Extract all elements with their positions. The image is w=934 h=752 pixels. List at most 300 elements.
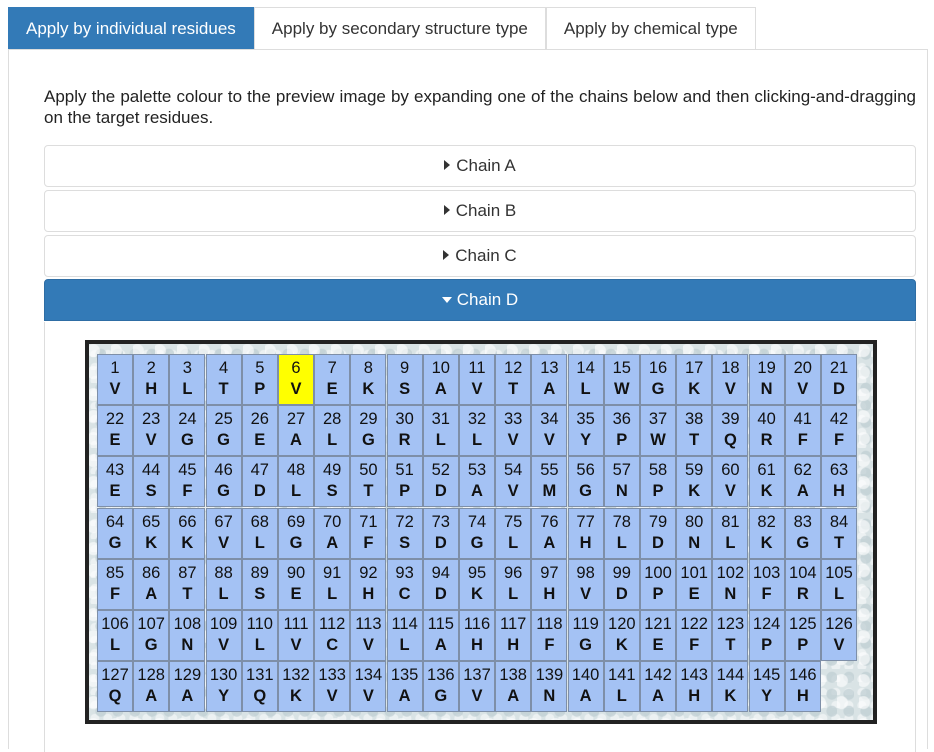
residue-cell[interactable] [423,559,459,610]
residue-letter: A [326,533,339,552]
chain-a-header[interactable] [44,145,916,187]
residue-cell[interactable] [676,354,712,405]
residue-cell[interactable] [169,610,205,661]
residue-number: 143 [680,666,708,685]
chain-a-label: Chain A [456,156,516,175]
residue-letter: N [724,584,737,603]
residue-number: 91 [323,563,342,582]
residue-number: 12 [504,359,523,377]
residue-cell[interactable] [495,405,531,456]
residue-cell[interactable] [387,610,423,661]
residue-letter: G [579,636,593,654]
residue-letter: P [399,482,411,501]
residue-cell[interactable] [640,405,676,456]
residue-cell[interactable] [169,508,205,559]
residue-cell[interactable] [423,405,459,456]
residue-cell[interactable] [350,354,386,405]
residue-number: 100 [644,563,672,582]
residue-cell[interactable] [314,661,350,712]
residue-number: 111 [283,615,309,633]
residue-letter: K [290,687,302,706]
residue-letter: V [471,687,483,706]
residue-cell[interactable] [133,661,169,712]
residue-cell[interactable] [712,354,748,405]
residue-number: 61 [757,461,776,480]
residue-number: 13 [540,359,559,377]
residue-cell[interactable] [459,508,495,559]
residue-letter: V [833,636,845,654]
residue-number: 85 [105,563,125,582]
residue-cell[interactable] [785,559,821,610]
residue-cell[interactable] [169,405,205,456]
residue-letter: F [689,636,700,654]
residue-cell[interactable] [206,661,242,712]
residue-letter: S [254,584,266,603]
residue-cell[interactable] [97,559,133,610]
residue-cell[interactable] [495,610,531,661]
residue-cell[interactable] [676,610,712,661]
residue-letter: V [218,533,230,552]
residue-cell[interactable] [821,456,857,507]
residue-letter: L [254,533,265,552]
residue-letter: G [651,380,665,398]
residue-number: 99 [612,563,631,582]
residue-letter: E [290,584,302,603]
residue-cell[interactable] [821,559,857,610]
residue-cell[interactable] [749,610,785,661]
residue-cell[interactable] [242,456,278,507]
residue-number: 93 [395,563,414,582]
residue-cell[interactable] [423,508,459,559]
residue-cell[interactable] [712,456,748,507]
residue-letter: V [362,687,374,706]
residue-cell[interactable] [495,508,531,559]
residue-cell[interactable] [604,456,640,507]
residue-cell[interactable] [676,559,712,610]
residue-cell[interactable] [350,661,386,712]
residue-cell[interactable] [314,354,350,405]
residue-number: 70 [323,512,342,531]
residue-letter: G [289,533,303,552]
residue-letter: D [434,584,447,603]
residue-letter: W [650,431,666,450]
residue-cell[interactable] [568,354,604,405]
residue-cell[interactable] [133,508,169,559]
residue-number: 101 [680,563,708,582]
residue-cell[interactable] [459,354,495,405]
residue-number: 10 [431,359,450,377]
residue-letter: P [254,380,266,398]
chain-c-label: Chain C [455,246,517,265]
residue-letter: S [326,482,338,501]
residue-letter: L [616,687,627,706]
residue-cell[interactable] [785,610,821,661]
residue-number: 108 [173,615,202,633]
residue-cell[interactable] [387,661,423,712]
residue-cell[interactable] [314,456,350,507]
residue-cell[interactable] [568,661,604,712]
residue-letter: Y [218,687,230,706]
residue-cell[interactable] [459,661,495,712]
residue-cell[interactable] [350,508,386,559]
residue-cell[interactable] [749,559,785,610]
residue-letter: A [796,482,809,501]
residue-cell[interactable] [278,559,314,610]
residue-cell[interactable] [387,559,423,610]
residue-number: 20 [793,359,812,377]
residue-number: 116 [463,615,491,633]
residue-letter: G [180,431,194,450]
residue-letter: N [688,533,701,552]
residue-letter: T [833,533,845,552]
residue-cell[interactable] [712,559,748,610]
tab-chemical-type[interactable]: Apply by chemical type [546,7,756,49]
residue-letter: L [435,431,446,450]
residue-number: 58 [648,461,668,480]
residue-cell[interactable] [169,456,205,507]
residue-number: 24 [178,410,197,429]
residue-number: 42 [829,410,849,429]
residue-number: 115 [427,615,454,633]
residue-letter: T [725,636,736,654]
residue-cell[interactable] [749,661,785,712]
residue-letter: A [652,687,664,706]
residue-cell[interactable] [785,508,821,559]
instructions-text: Apply the palette colour to the preview image by expanding one of the chains below and then clicking-and-dragging on the target residues. [44,87,916,127]
residue-cell[interactable] [531,456,567,507]
residue-number: 82 [757,512,776,531]
tab-secondary-structure-type[interactable]: Apply by secondary structure type [254,7,546,49]
residue-number: 62 [793,461,812,480]
residue-number: 21 [829,359,849,377]
residue-letter: L [182,380,193,398]
residue-cell[interactable] [531,508,567,559]
chain-b-header[interactable] [44,190,916,232]
residue-cell[interactable] [387,456,423,507]
residue-cell[interactable] [350,559,386,610]
residue-letter: H [579,533,592,552]
residue-cell[interactable] [568,610,604,661]
residue-number: 49 [323,461,342,480]
residue-letter: V [290,380,302,398]
residue-letter: A [434,636,447,654]
residue-cell[interactable] [423,456,459,507]
residue-cell[interactable] [749,405,785,456]
residue-letter: H [688,687,701,706]
residue-cell[interactable] [350,610,386,661]
residue-number: 55 [540,461,559,480]
residue-cell[interactable] [350,456,386,507]
residue-number: 109 [209,615,238,633]
residue-letter: L [218,584,229,603]
residue-number: 79 [648,512,668,531]
residue-number: 129 [173,666,202,685]
residue-cell[interactable] [97,405,133,456]
residue-number: 81 [721,512,740,531]
residue-number: 112 [319,615,346,633]
residue-cell[interactable] [459,405,495,456]
residue-number: 117 [500,615,527,633]
residue-number: 31 [431,410,450,429]
residue-cell[interactable] [133,610,169,661]
residue-number: 57 [612,461,631,480]
residue-letter: V [580,584,592,603]
residue-number: 122 [680,615,708,633]
residue-letter: F [544,636,555,654]
chain-d-body [44,322,916,752]
residue-letter: T [363,482,374,501]
residue-letter: D [434,482,447,501]
residue-cell[interactable] [314,610,350,661]
residue-cell[interactable] [206,405,242,456]
residue-number: 39 [721,410,740,429]
residue-cell[interactable] [785,661,821,712]
residue-letter: D [434,533,447,552]
residue-cell[interactable] [712,661,748,712]
residue-letter: R [398,431,411,450]
residue-cell[interactable] [531,354,567,405]
chain-c-header[interactable] [44,235,916,277]
residue-cell[interactable] [604,661,640,712]
residue-letter: P [652,482,664,501]
residue-letter: F [833,431,845,450]
residue-number: 22 [105,410,125,429]
residue-letter: K [362,380,375,398]
residue-letter: S [145,482,157,501]
residue-number: 106 [101,615,129,633]
residue-cell[interactable] [676,405,712,456]
residue-cell[interactable] [459,559,495,610]
residue-cell[interactable] [206,508,242,559]
tab-individual-residues[interactable]: Apply by individual residues [8,7,254,49]
residue-cell[interactable] [459,610,495,661]
residue-number: 138 [499,666,527,685]
residue-cell[interactable] [242,405,278,456]
residue-cell[interactable] [350,405,386,456]
residue-cell[interactable] [97,508,133,559]
residue-letter: V [290,636,302,654]
residue-number: 83 [793,512,812,531]
residue-cell[interactable] [785,405,821,456]
residue-letter: P [616,431,628,450]
residue-number: 2 [146,359,156,377]
residue-cell[interactable] [133,456,169,507]
residue-cell[interactable] [568,559,604,610]
residue-letter: L [327,431,338,450]
residue-cell[interactable] [387,405,423,456]
chain-d-header[interactable] [44,279,916,321]
residue-number: 74 [467,512,487,531]
residue-letter: T [182,584,193,603]
residue-letter: V [109,380,121,398]
residue-number: 77 [576,512,595,531]
residue-number: 84 [829,512,849,531]
residue-cell[interactable] [97,661,133,712]
residue-cell[interactable] [821,508,857,559]
residue-cell[interactable] [640,661,676,712]
residue-letter: H [543,584,556,603]
residue-cell[interactable] [206,610,242,661]
residue-letter: S [399,533,411,552]
residue-number: 110 [246,615,273,633]
residue-number: 60 [721,461,740,480]
residue-cell[interactable] [604,559,640,610]
residue-cell[interactable] [206,354,242,405]
residue-cell[interactable] [423,610,459,661]
residue-cell[interactable] [314,559,350,610]
residue-letter: A [181,687,194,706]
residue-number: 78 [612,512,631,531]
residue-cell[interactable] [133,405,169,456]
residue-cell[interactable] [242,661,278,712]
residue-cell[interactable] [133,559,169,610]
residue-number: 124 [752,615,781,633]
residue-cell[interactable] [97,456,133,507]
residue-letter: A [145,687,158,706]
residue-cell[interactable] [387,354,423,405]
residue-cell[interactable] [640,610,676,661]
residue-cell[interactable] [423,661,459,712]
residue-cell[interactable] [133,354,169,405]
residue-number: 26 [250,410,269,429]
residue-cell[interactable] [495,559,531,610]
residue-cell[interactable] [242,610,278,661]
residue-cell[interactable] [278,610,314,661]
residue-letter: V [543,431,555,450]
residue-number: 36 [612,410,631,429]
residue-number: 105 [825,563,853,582]
residue-number: 88 [214,563,233,582]
residue-cell[interactable] [749,456,785,507]
residue-cell[interactable] [531,661,567,712]
residue-number: 19 [757,359,776,377]
residue-cell[interactable] [604,354,640,405]
residue-letter: E [109,431,121,450]
residue-number: 54 [504,461,523,480]
residue-cell[interactable] [531,405,567,456]
residue-cell[interactable] [568,405,604,456]
residue-cell[interactable] [568,508,604,559]
residue-cell[interactable] [640,456,676,507]
residue-letter: K [688,482,701,501]
residue-number: 52 [431,461,450,480]
residue-number: 72 [395,512,414,531]
residue-letter: E [688,584,700,603]
residue-cell[interactable] [242,559,278,610]
residue-letter: V [218,636,230,654]
residue-cell[interactable] [640,559,676,610]
residue-letter: H [471,636,483,654]
residue-letter: K [145,533,158,552]
residue-cell[interactable] [495,354,531,405]
residue-cell[interactable] [169,354,205,405]
residue-number: 66 [178,512,197,531]
residue-cell[interactable] [314,405,350,456]
residue-number: 5 [255,359,265,377]
residue-letter: V [471,380,483,398]
residue-letter: K [471,584,483,603]
residue-number: 43 [105,461,125,480]
residue-cell[interactable] [423,354,459,405]
residue-cell[interactable] [206,559,242,610]
residue-number: 127 [101,666,129,685]
residue-cell[interactable] [459,456,495,507]
residue-cell[interactable] [712,610,748,661]
residue-number: 37 [648,410,668,429]
residue-letter: A [579,687,592,706]
residue-letter: F [182,482,193,501]
residue-cell[interactable] [314,508,350,559]
residue-cell[interactable] [531,559,567,610]
residue-letter: H [145,380,158,398]
residue-cell[interactable] [821,405,857,456]
residue-cell[interactable] [676,508,712,559]
residue-cell[interactable] [604,508,640,559]
residue-cell[interactable] [242,508,278,559]
residue-number: 104 [789,563,817,582]
residue-cell[interactable] [495,661,531,712]
residue-cell[interactable] [785,354,821,405]
residue-cell[interactable] [821,610,857,661]
residue-cell[interactable] [749,508,785,559]
residue-cell[interactable] [604,610,640,661]
residue-cell[interactable] [206,456,242,507]
residue-letter: F [797,431,808,450]
residue-cell[interactable] [676,661,712,712]
residue-cell[interactable] [676,456,712,507]
residue-cell[interactable] [278,508,314,559]
residue-cell[interactable] [278,405,314,456]
residue-letter: K [181,533,194,552]
residue-cell[interactable] [785,456,821,507]
residue-cell[interactable] [278,354,314,405]
residue-cell[interactable] [97,610,133,661]
residue-letter: K [615,636,628,654]
residue-number: 23 [142,410,161,429]
residue-cell[interactable] [712,405,748,456]
caret-right-icon [443,235,450,275]
residue-cell[interactable] [531,610,567,661]
residue-cell[interactable] [169,661,205,712]
residue-number: 141 [608,666,636,685]
residue-cell[interactable] [278,661,314,712]
residue-number: 38 [685,410,704,429]
residue-number: 131 [246,666,274,685]
residue-number: 87 [178,563,197,582]
residue-number: 75 [504,512,523,531]
residue-letter: E [652,636,664,654]
residue-cell[interactable] [749,354,785,405]
residue-cell[interactable] [640,354,676,405]
residue-letter: L [508,584,519,603]
residue-cell[interactable] [278,456,314,507]
residue-number: 4 [219,359,229,377]
residue-cell[interactable] [242,354,278,405]
residue-cell[interactable] [495,456,531,507]
residue-cell[interactable] [568,456,604,507]
residue-cell[interactable] [169,559,205,610]
residue-number: 118 [536,615,563,633]
residue-number: 119 [572,615,599,633]
residue-cell[interactable] [821,354,857,405]
residue-cell[interactable] [97,354,133,405]
residue-number: 121 [644,615,672,633]
residue-cell[interactable] [712,508,748,559]
residue-cell[interactable] [387,508,423,559]
residue-cell[interactable] [604,405,640,456]
residue-letter: G [361,431,375,450]
residue-cell[interactable] [640,508,676,559]
